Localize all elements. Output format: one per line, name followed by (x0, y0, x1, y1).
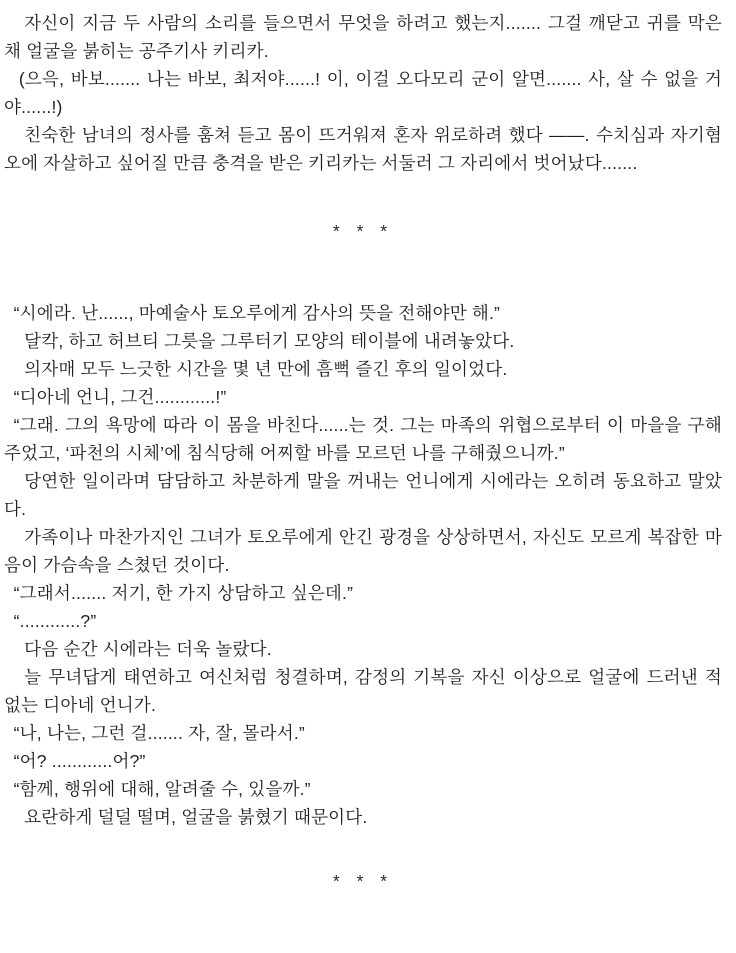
paragraph: 다음 순간 시에라는 더욱 놀랐다. (24, 639, 272, 659)
dialogue-line: “............?” (13, 611, 97, 631)
paragraph: 달칵, 하고 허브티 그릇을 그루터기 모양의 테이블에 내려놓았다. (24, 331, 515, 351)
paragraph: 친숙한 남녀의 정사를 훔쳐 듣고 몸이 뜨거워져 혼자 위로하려 했다 ——. 수치심과 자기혐오에 자살하고 싶어질 만큼 충격을 받은 키리카는 서둘러 그 자리에서 벗어났다....... (4, 125, 722, 173)
dialogue-line: “그래서....... 저기, 한 가지 상담하고 싶은데.” (13, 583, 354, 603)
paragraph-inner-monologue: (으윽, 바보....... 나는 바보, 최저야......! 이, 이걸 오다모리 군이 알면....... 사, 살 수 없을 거야......!) (4, 69, 722, 117)
paragraph: 늘 무녀답게 태연하고 여신처럼 청결하며, 감정의 기복을 자신 이상으로 얼굴에 드러낸 적 없는 디아네 언니가. (4, 667, 722, 715)
dialogue-line: “그래. 그의 욕망에 따라 이 몸을 바친다......는 것. 그는 마족의 위협으로부터 이 마을을 구해주었고, ‘파천의 시체’에 침식당해 어찌할 바를 모르던 나를 구해줬으니까.” (4, 415, 722, 463)
paragraph: 가족이나 마찬가지인 그녀가 토오루에게 안긴 광경을 상상하면서, 자신도 모르게 복잡한 마음이 가슴속을 스쳤던 것이다. (4, 527, 722, 575)
section-separator: * * * (332, 221, 394, 241)
paragraph: 자신이 지금 두 사람의 소리를 들으면서 무엇을 하려고 했는지....... 그걸 깨닫고 귀를 막은 채 얼굴을 붉히는 공주기사 키리카. (4, 13, 722, 61)
dialogue-line: “나, 나는, 그런 걸....... 자, 잘, 몰라서.” (13, 723, 305, 743)
paragraph: 요란하게 덜덜 떨며, 얼굴을 붉혔기 때문이다. (24, 807, 368, 827)
dialogue-line: “어? ............어?” (13, 751, 146, 771)
dialogue-line: “디아네 언니, 그건............!” (13, 387, 227, 407)
dialogue-line: “함께, 행위에 대해, 알려줄 수, 있을까.” (13, 779, 311, 799)
section-separator: * * * (332, 871, 394, 891)
paragraph: 의자매 모두 느긋한 시간을 몇 년 만에 흠뻑 즐긴 후의 일이었다. (24, 359, 508, 379)
paragraph: 당연한 일이라며 담담하고 차분하게 말을 꺼내는 언니에게 시에라는 오히려 동요하고 말았다. (4, 471, 722, 519)
dialogue-line: “시에라. 난......, 마예술사 토오루에게 감사의 뜻을 전해야만 해.” (13, 303, 501, 323)
